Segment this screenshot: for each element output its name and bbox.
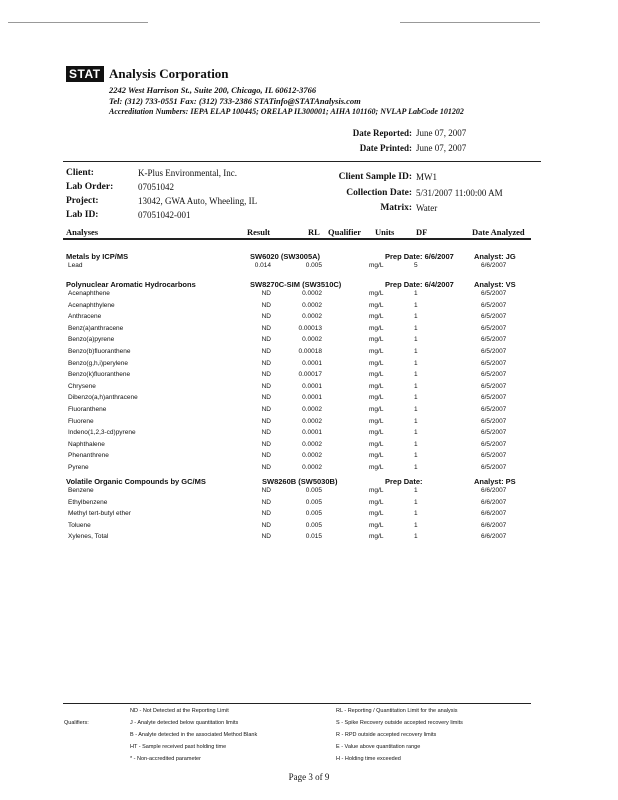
table-row [0,487,618,498]
units-value: mg/L [369,313,384,321]
project-value: 13042, GWA Auto, Wheeling, IL [138,196,258,206]
date-analyzed: 6/5/2007 [481,313,507,321]
dilution-factor: 1 [414,394,418,402]
result-value: ND [261,336,271,344]
top-rule-right [400,22,540,23]
col-df: DF [416,227,428,237]
col-analyses: Analyses [66,227,99,237]
reporting-limit: 0.0002 [302,464,322,471]
dilution-factor: 1 [414,452,418,460]
col-units: Units [375,227,395,237]
qualifier-note: * - Non-accredited parameter [130,756,201,762]
units-value: mg/L [369,262,384,269]
result-value: ND [261,498,271,506]
result-value: ND [261,429,271,437]
section-prep-date-pah: Prep Date: 6/4/2007 [385,280,454,289]
date-analyzed: 6/6/2007 [481,521,507,529]
client-sample-id-label: Client Sample ID: [338,172,412,182]
dilution-factor: 1 [414,348,418,355]
reporting-limit: 0.00018 [298,348,322,355]
dilution-factor: 1 [414,521,418,529]
units-value: mg/L [369,406,384,413]
stat-logo: STAT [66,66,104,82]
date-analyzed: 6/5/2007 [481,382,507,390]
result-value: ND [261,533,271,541]
section-title-pah: Polynuclear Aromatic Hydrocarbons [66,280,196,289]
client-sample-id-value: MW1 [416,172,437,182]
dilution-factor: 1 [414,417,418,425]
analyte-name: Benzo(a)pyrene [68,336,115,344]
units-value: mg/L [369,452,384,460]
dilution-factor: 1 [414,510,418,518]
date-analyzed: 6/5/2007 [481,394,507,402]
analyte-name: Pyrene [68,464,89,471]
reporting-limit: 0.0002 [302,452,322,460]
date-analyzed: 6/5/2007 [481,301,507,309]
result-value: ND [261,394,271,402]
reporting-limit: 0.0002 [302,440,322,448]
date-analyzed: 6/5/2007 [481,440,507,448]
units-value: mg/L [369,394,384,402]
result-value: ND [261,521,271,529]
result-value: ND [261,452,271,460]
dilution-factor: 1 [414,324,418,332]
table-row [0,464,618,475]
client-value: K-Plus Environmental, Inc. [138,168,237,178]
units-value: mg/L [369,440,384,448]
date-printed-label: Date Printed: [359,143,412,153]
company-name: Analysis Corporation [109,66,229,81]
qualifier-note: S - Spike Recovery outside accepted recovery limits [336,720,463,726]
dilution-factor: 1 [414,301,418,309]
result-value: ND [261,301,271,309]
dilution-factor: 1 [414,371,418,379]
analyte-name: Toluene [68,521,91,529]
table-row [0,452,618,463]
table-row [0,360,618,371]
reporting-limit: 0.00017 [298,371,322,379]
table-row [0,510,618,521]
reporting-limit: 0.00013 [298,324,322,332]
reporting-limit: 0.0001 [302,382,322,390]
matrix-label: Matrix: [380,203,412,213]
units-value: mg/L [369,429,384,437]
client-label: Client: [66,168,94,178]
date-analyzed: 6/6/2007 [481,487,507,494]
date-analyzed: 6/6/2007 [481,262,507,269]
date-reported-value: June 07, 2007 [416,128,467,138]
table-row [0,325,618,336]
table-row [0,302,618,313]
reporting-limit: 0.005 [305,521,322,529]
result-value: ND [261,382,271,390]
reporting-limit: 0.0001 [302,429,322,437]
table-row [0,313,618,324]
lab-id-value: 07051042-001 [138,210,191,220]
table-row [0,522,618,533]
analyte-name: Lead [68,262,83,269]
reporting-limit: 0.0002 [302,336,322,344]
footer-divider [63,703,531,704]
units-value: mg/L [369,371,384,379]
units-value: mg/L [369,498,384,506]
section-analyst-pah: Analyst: VS [474,280,516,289]
dilution-factor: 1 [414,382,418,390]
dilution-factor: 1 [414,464,418,471]
section-method-pah: SW8270C-SIM (SW3510C) [250,280,342,289]
analyte-name: Anthracene [68,313,102,321]
top-rule-left [8,22,148,23]
analyte-name: Dibenzo(a,h)anthracene [68,394,138,402]
collection-date-label: Collection Date: [346,188,412,198]
reporting-limit: 0.0002 [302,313,322,321]
section-method-voc: SW8260B (SW5030B) [262,477,338,486]
matrix-value: Water [416,203,438,213]
result-value: ND [261,359,271,367]
date-analyzed: 6/6/2007 [481,533,507,541]
qualifier-note: J - Analyte detected below quantitation limits [130,720,239,726]
date-analyzed: 6/5/2007 [481,359,507,367]
result-value: 0.014 [254,262,271,269]
result-value: ND [261,290,271,297]
section-prep-date-voc: Prep Date: [385,477,423,486]
units-value: mg/L [369,348,384,355]
project-label: Project: [66,196,99,206]
accreditation-numbers: Accreditation Numbers: IEPA ELAP 100445; ORELAP IL300001; AIHA 101160; NVLAP LabCode 101202 [109,107,464,116]
date-analyzed: 6/5/2007 [481,371,507,379]
company-contact: Tel: (312) 733-0551 Fax: (312) 733-2386 STATinfo@STATAnalysis.com [109,96,361,106]
reporting-limit: 0.005 [305,510,322,518]
date-reported-label: Date Reported: [352,128,412,138]
date-analyzed: 6/5/2007 [481,429,507,437]
qualifier-note: H - Holding time exceeded [336,756,401,762]
analyte-name: Naphthalene [68,440,105,448]
date-analyzed: 6/5/2007 [481,324,507,332]
dilution-factor: 1 [414,533,418,541]
table-row [0,371,618,382]
page-number: Page 3 of 9 [288,772,330,782]
col-rl: RL [308,227,320,237]
result-value: ND [261,487,271,494]
analyte-name: Benzo(k)fluoranthene [68,371,131,379]
date-analyzed: 6/5/2007 [481,452,507,460]
units-value: mg/L [369,336,384,344]
result-value: ND [261,324,271,332]
result-value: ND [261,510,271,518]
col-result: Result [247,227,271,237]
qualifier-note: HT - Sample received past holding time [130,744,227,750]
units-value: mg/L [369,464,384,471]
analyte-name: Xylenes, Total [68,533,109,541]
reporting-limit: 0.0002 [302,406,322,413]
dilution-factor: 1 [414,429,418,437]
date-analyzed: 6/5/2007 [481,464,507,471]
analyte-name: Chrysene [68,382,96,390]
analyte-name: Phenanthrene [68,452,109,460]
date-analyzed: 6/5/2007 [481,290,507,297]
reporting-limit: 0.0001 [302,359,322,367]
dilution-factor: 1 [414,313,418,321]
reporting-limit: 0.005 [305,262,322,269]
table-row [0,383,618,394]
reporting-limit: 0.0002 [302,417,322,425]
analyte-name: Acenaphthylene [68,301,115,309]
date-analyzed: 6/5/2007 [481,406,507,413]
dilution-factor: 1 [414,406,418,413]
col-date-analyzed: Date Analyzed [472,227,525,237]
result-value: ND [261,464,271,471]
result-value: ND [261,417,271,425]
dilution-factor: 1 [414,359,418,367]
analyte-name: Benzo(b)fluoranthene [68,348,131,355]
reporting-limit: 0.005 [305,498,322,506]
units-value: mg/L [369,301,384,309]
table-row [0,394,618,405]
collection-date-value: 5/31/2007 11:00:00 AM [416,188,503,198]
units-value: mg/L [369,521,384,529]
reporting-limit: 0.0002 [302,301,322,309]
analyte-name: Methyl tert-butyl ether [68,510,131,518]
lab-id-label: Lab ID: [66,210,99,220]
analyte-name: Benzo(g,h,i)perylene [68,359,128,367]
section-method-metals: SW6020 (SW3005A) [250,252,321,261]
table-row [0,499,618,510]
table-row [0,429,618,440]
units-value: mg/L [369,510,384,518]
result-value: ND [261,371,271,379]
result-value: ND [261,406,271,413]
reporting-limit: 0.0001 [302,394,322,402]
analyte-name: Fluorene [68,417,94,425]
qualifier-note: ND - Not Detected at the Reporting Limit [130,708,229,714]
reporting-limit: 0.0002 [302,290,322,297]
lab-order-value: 07051042 [138,182,174,192]
date-analyzed: 6/5/2007 [481,348,507,355]
reporting-limit: 0.005 [305,487,322,494]
units-value: mg/L [369,382,384,390]
qualifier-note: B - Analyte detected in the associated Method Blank [130,732,258,738]
date-analyzed: 6/5/2007 [481,417,507,425]
section-analyst-voc: Analyst: PS [474,477,516,486]
lab-order-label: Lab Order: [66,182,114,192]
section-prep-date-metals: Prep Date: 6/6/2007 [385,252,454,261]
qualifier-note: E - Value above quantitation range [336,744,421,750]
date-analyzed: 6/6/2007 [481,498,507,506]
result-value: ND [261,313,271,321]
analyte-name: Benz(a)anthracene [68,324,124,332]
units-value: mg/L [369,417,384,425]
qualifier-note: RL - Reporting / Quantitation Limit for the analysis [336,708,458,714]
reporting-limit: 0.015 [305,533,322,541]
table-row [0,290,618,301]
company-address: 2242 West Harrison St., Suite 200, Chicago, IL 60612-3766 [109,85,317,95]
units-value: mg/L [369,359,384,367]
dilution-factor: 5 [414,262,418,269]
analyte-name: Fluoranthene [68,406,107,413]
table-row [0,533,618,544]
analyte-name: Benzene [68,487,94,494]
section-title-metals: Metals by ICP/MS [66,252,129,261]
table-row [0,336,618,347]
units-value: mg/L [369,533,384,541]
dilution-factor: 1 [414,498,418,506]
dilution-factor: 1 [414,487,418,494]
analyte-name: Acenaphthene [68,290,110,297]
qualifier-note: R - RPD outside accepted recovery limits [336,732,437,738]
header-divider [63,161,541,162]
units-value: mg/L [369,487,384,494]
dilution-factor: 1 [414,336,418,344]
date-analyzed: 6/5/2007 [481,336,507,344]
result-value: ND [261,440,271,448]
section-title-voc: Volatile Organic Compounds by GC/MS [66,477,206,486]
date-analyzed: 6/6/2007 [481,510,507,518]
analyte-name: Ethylbenzene [68,498,108,506]
table-row [0,262,618,273]
qualifiers-label: Qualifiers: [64,720,89,726]
table-row [0,418,618,429]
dilution-factor: 1 [414,290,418,297]
units-value: mg/L [369,290,384,297]
table-row [0,406,618,417]
date-printed-value: June 07, 2007 [416,143,467,153]
table-row [0,348,618,359]
col-qualifier: Qualifier [328,227,362,237]
dilution-factor: 1 [414,440,418,448]
table-row [0,441,618,452]
result-value: ND [261,348,271,355]
section-analyst-metals: Analyst: JG [474,252,516,261]
column-header-underline [63,238,531,240]
analyte-name: Indeno(1,2,3-cd)pyrene [68,429,136,437]
units-value: mg/L [369,324,384,332]
